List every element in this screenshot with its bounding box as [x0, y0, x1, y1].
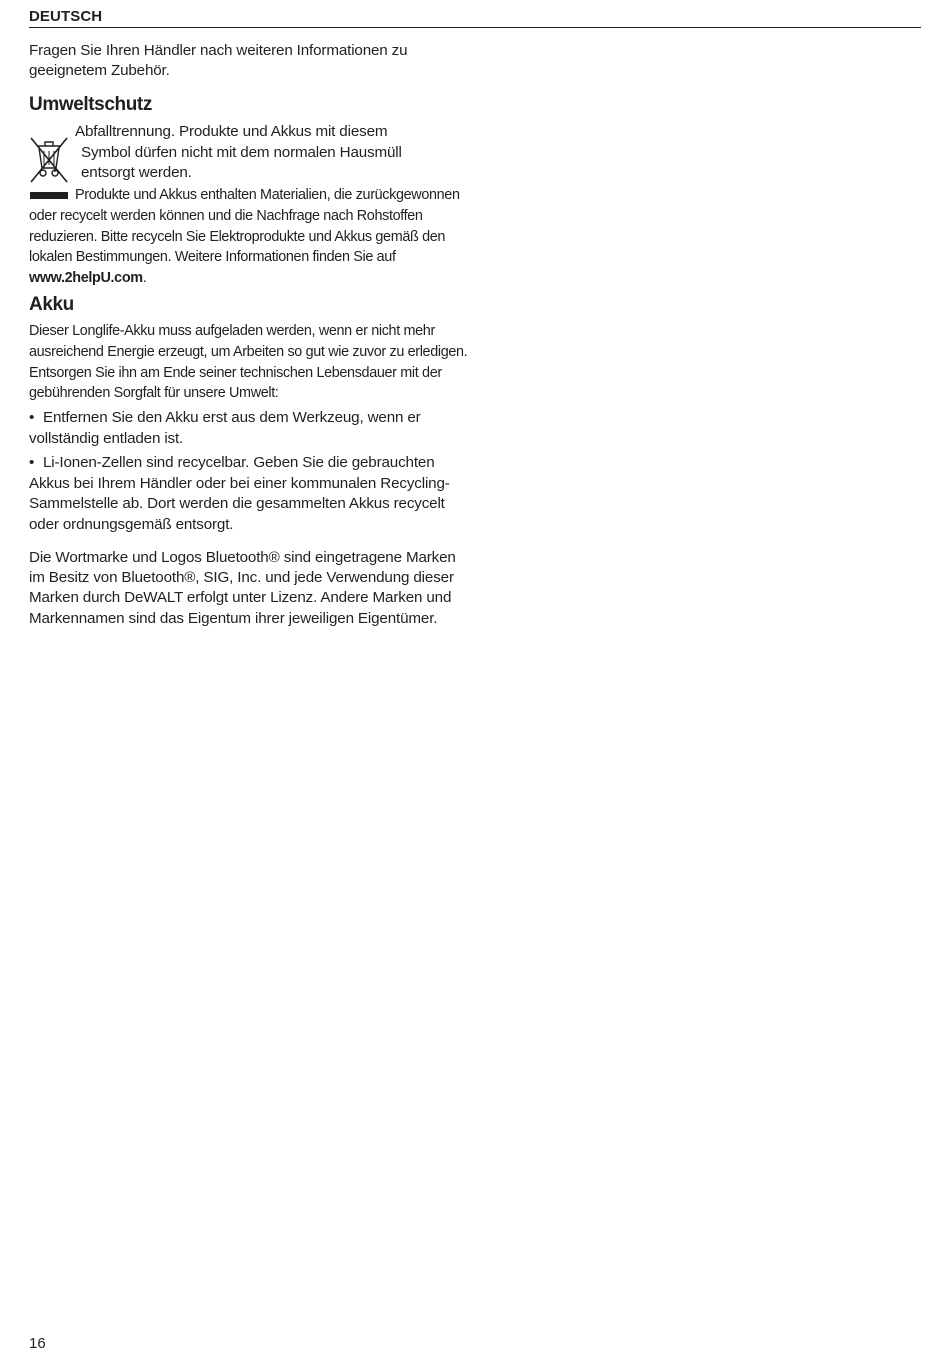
separate-collection-line-1: Abfalltrennung. Produkte und Akkus mit diesem — [75, 123, 388, 141]
page-header — [29, 8, 921, 28]
bullet-icon: • — [29, 409, 35, 427]
akku-intro-paragraph: Dieser Longlife-Akku muss aufgeladen werden, wenn er nicht mehr ausreichend Energie erzeugt, um Arbeiten so gut wie zuvor zu erledigen. Entsorgen Sie ihn am Ende seiner technischen Lebensdauer mit der gebührenden Sorgfalt für unsere Umwelt: — [29, 323, 468, 402]
bullet-text: Entfernen Sie den Akku erst aus dem Werkzeug, wenn er vollständig entladen ist. — [29, 409, 421, 447]
section-heading-umweltschutz: Umweltschutz — [29, 94, 152, 116]
list-item — [29, 453, 469, 536]
separate-collection-text — [29, 122, 469, 183]
separate-collection-line-3: entsorgt werden. — [81, 163, 192, 181]
section-heading-akku: Akku — [29, 294, 74, 315]
bullet-text: Li-Ionen-Zellen sind recycelbar. Geben Sie die gebrauchten Akkus bei Ihrem Händler oder bei einer kommunalen Recycling-Sammelstelle ab. Dort werden die gesammelten Akkus recycelt oder ordnungsgemäß entsorgt. — [29, 453, 450, 534]
bullet-icon: • — [29, 453, 35, 471]
recycling-paragraph — [29, 185, 469, 289]
recycling-url-link[interactable]: www.2helpU.com — [29, 270, 143, 287]
akku-bullet-list — [29, 408, 469, 536]
language-label: DEUTSCH — [29, 8, 103, 25]
list-item — [29, 408, 469, 450]
environment-block — [29, 122, 469, 289]
recycling-text: Produkte und Akkus enthalten Materialien, die zurückgewonnen oder recycelt werden können und die Nachfrage nach Rohstoffen reduzieren. Bitte recyceln Sie Elektroprodukte und Akkus gemäß den lokalen Bestimmungen. Weitere Informationen finden Sie auf — [29, 187, 460, 266]
trademark-paragraph: Die Wortmarke und Logos Bluetooth® sind eingetragene Marken im Besitz von Bluetooth®, SIG, Inc. und jede Verwendung dieser Marken durch DeWALT erfolgt unter Lizenz. Andere Marken und Markennamen sind das Eigentum ihrer jeweiligen Eigentümer. — [29, 548, 456, 627]
separate-collection-line-2: Symbol dürfen nicht mit dem normalen Hausmüll — [81, 143, 402, 161]
page-number: 16 — [29, 1335, 46, 1352]
weee-bin-icon — [29, 132, 69, 200]
intro-paragraph: Fragen Sie Ihren Händler nach weiteren Informationen zu geeignetem Zubehör. — [29, 42, 408, 80]
recycling-url-suffix: . — [142, 270, 147, 287]
content-column — [29, 41, 469, 629]
